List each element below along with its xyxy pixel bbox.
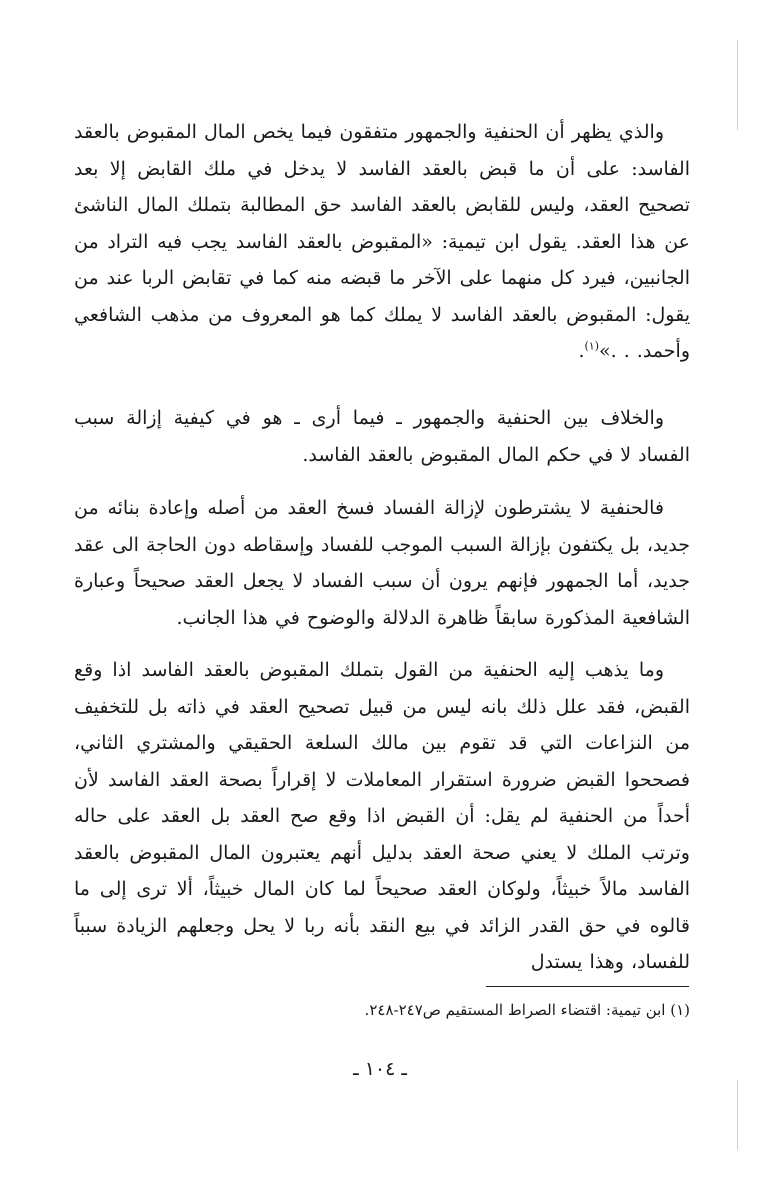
paragraph-1-text: والذي يظهر أن الحنفية والجمهور متفقون فيما يخص المال المقبوض بالعقد الفاسد: على أن ما قبض بالعقد الفاسد لا يدخل في ملك القابض إلا بعد تصحيح العقد، وليس للقابض بالعقد الفاسد حق المطالبة بتملك المال الناشئ عن هذا العقد. يقول ابن تيمية: «المقبوض بالعقد الفاسد يجب فيه التراد من الجانبين، فيرد كل منهما على الآخر ما قبضه منه كما في تقابض الربا عند من يقول: المقبوض بالعقد الفاسد لا يملك كما هو المعروف من مذهب الشافعي وأحمد. . .» [74, 121, 690, 362]
footnote-reference-marker[interactable]: (١) [584, 339, 600, 353]
paragraph-1-ending: . [578, 340, 585, 362]
footnote-separator-line [486, 986, 689, 987]
paragraph-2 [74, 400, 690, 473]
scan-edge-shadow [737, 1080, 738, 1150]
paragraph-3-text: فالحنفية لا يشترطون لإزالة الفساد فسخ العقد من أصله وإعادة بنائه من جديد، بل يكتفون بإزالة السبب الموجب للفساد وإسقاطه دون الحاجة الى عقد جديد، أما الجمهور فإنهم يرون أن سبب الفساد لا يجعل العقد صحيحاً وعبارة الشافعية المذكورة سابقاً ظاهرة الدلالة والوضوح في هذا الجانب. [74, 497, 690, 629]
footnote-1: (١) ابن تيمية: اقتضاء الصراط المستقيم ص٢٤٧-٢٤٨. [364, 1001, 690, 1019]
paragraph-1 [74, 114, 690, 370]
paragraph-3 [74, 490, 690, 636]
scan-edge-shadow [737, 40, 738, 130]
page-number: ـ ١٠٤ ـ [353, 1058, 407, 1080]
paragraph-4-text: وما يذهب إليه الحنفية من القول بتملك المقبوض بالعقد الفاسد اذا وقع القبض، فقد علل ذلك بانه ليس من قبيل تصحيح العقد في ذاته بل للتخفيف من النزاعات التي قد تقوم بين مالك السلعة الحقيقي والمشتري الثاني، فصححوا القبض ضرورة استقرار المعاملات لا إقراراً بصحة العقد الفاسد لأن أحداً من الحنفية لم يقل: أن القبض اذا وقع صح العقد بل العقد على حاله وترتب الملك لا يعني صحة العقد بدليل أنهم يعتبرون المال المقبوض بالعقد الفاسد مالاً خبيثاً، ولوكان العقد صحيحاً لما كان المال خبيثاً، ألا ترى إلى ما قالوه في حق القدر الزائد في بيع النقد بأنه ربا لا يحل وجعلهم الزيادة سبباً للفساد، وهذا يستدل [74, 659, 690, 973]
paragraph-4 [74, 652, 690, 981]
paragraph-2-text: والخلاف بين الحنفية والجمهور ـ فيما أرى ـ هو في كيفية إزالة سبب الفساد لا في حكم المال المقبوض بالعقد الفاسد. [74, 407, 690, 466]
